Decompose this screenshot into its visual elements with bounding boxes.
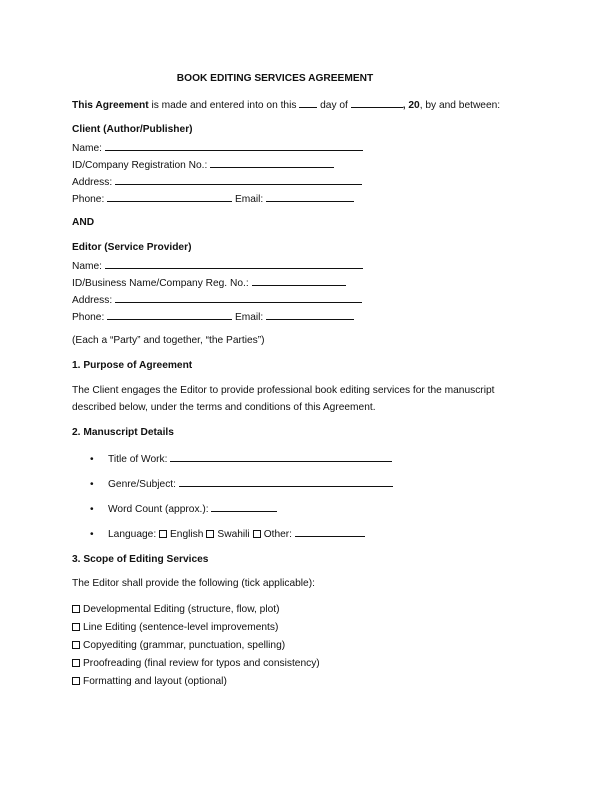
editor-phone-row [72,310,354,324]
editor-heading: Editor (Service Provider) [72,242,192,253]
service-checkbox[interactable] [72,623,80,631]
client-name-label: Name: [72,143,105,154]
service-checkbox[interactable] [72,659,80,667]
genre-blank[interactable] [179,477,393,487]
editor-address-blank[interactable] [115,293,362,303]
client-id-row [72,158,334,172]
english-checkbox[interactable] [159,530,167,538]
other-language-blank[interactable] [295,527,365,537]
editor-id-label: ID/Business Name/Company Reg. No.: [72,278,252,289]
service-checkbox[interactable] [72,641,80,649]
service-option [72,604,279,616]
language-item [90,527,365,541]
client-address-row [72,175,362,189]
editor-name-row [72,259,363,273]
client-address-label: Address: [72,177,116,188]
editor-address-label: Address: [72,295,116,306]
client-name-blank[interactable] [105,141,363,151]
editor-id-blank[interactable] [252,276,346,286]
service-option [72,676,227,688]
client-address-blank[interactable] [115,175,362,185]
editor-phone-label: Phone: [72,312,108,323]
word-count-blank[interactable] [211,502,277,512]
intro-text-2: day of [317,100,351,111]
document-title: BOOK EDITING SERVICES AGREEMENT [176,73,374,84]
editor-id-row [72,276,346,290]
service-checkbox[interactable] [72,677,80,685]
service-option-label: Line Editing (sentence-level improvements) [83,622,279,633]
client-phone-row [72,192,354,206]
intro-year: , 20 [402,100,420,111]
service-option [72,640,285,652]
intro-text-3: , by and between: [419,100,501,111]
word-count-label: Word Count (approx.): [108,504,212,515]
section3-heading: 3. Scope of Editing Services [72,554,209,565]
bullet-dot: • [90,454,94,465]
editor-email-label: Email: [232,312,267,323]
title-of-work-label: Title of Work: [108,454,171,465]
and-label: AND [72,217,95,228]
client-phone-blank[interactable] [107,192,232,202]
bullet-dot: • [90,479,94,490]
editor-name-blank[interactable] [105,259,363,269]
client-phone-label: Phone: [72,194,108,205]
word-count-item [90,502,277,516]
editor-phone-blank[interactable] [107,310,232,320]
editor-name-label: Name: [72,261,105,272]
service-option-label: Copyediting (grammar, punctuation, spelling) [83,640,286,651]
month-blank[interactable] [351,98,403,108]
day-blank[interactable] [299,98,317,108]
editor-address-row [72,293,362,307]
genre-label: Genre/Subject: [108,479,179,490]
swahili-checkbox[interactable] [206,530,214,538]
bullet-dot: • [90,529,94,540]
english-label: English [170,529,204,540]
client-email-blank[interactable] [266,192,354,202]
service-option [72,622,278,634]
section1-heading: 1. Purpose of Agreement [72,360,193,371]
intro-text: is made and entered into on this [148,100,300,111]
client-email-label: Email: [232,194,267,205]
client-heading: Client (Author/Publisher) [72,124,193,135]
service-option-label: Proofreading (final review for typos and consistency) [83,658,320,669]
client-id-blank[interactable] [210,158,334,168]
section1-text-line1: The Client engages the Editor to provide professional book editing services for the manuscript [72,385,495,396]
genre-item [90,477,393,491]
other-language-label: Other: [263,529,295,540]
client-name-row [72,141,363,155]
section2-heading: 2. Manuscript Details [72,427,174,438]
service-checkbox[interactable] [72,605,80,613]
section3-intro: The Editor shall provide the following (tick applicable): [72,578,315,589]
service-option-label: Formatting and layout (optional) [83,676,227,687]
intro-bold: This Agreement [72,100,149,111]
intro-line [72,98,500,112]
title-of-work-item [90,452,392,466]
service-option-label: Developmental Editing (structure, flow, plot) [83,604,280,615]
language-label: Language: [108,529,159,540]
bullet-dot: • [90,504,94,515]
party-note: (Each a “Party” and together, “the Parties”) [72,335,265,346]
client-id-label: ID/Company Registration No.: [72,160,211,171]
other-language-checkbox[interactable] [253,530,261,538]
editor-email-blank[interactable] [266,310,354,320]
swahili-label: Swahili [217,529,250,540]
title-of-work-blank[interactable] [170,452,392,462]
section1-text-line2: described below, under the terms and conditions of this Agreement. [72,402,376,413]
service-option [72,658,320,670]
